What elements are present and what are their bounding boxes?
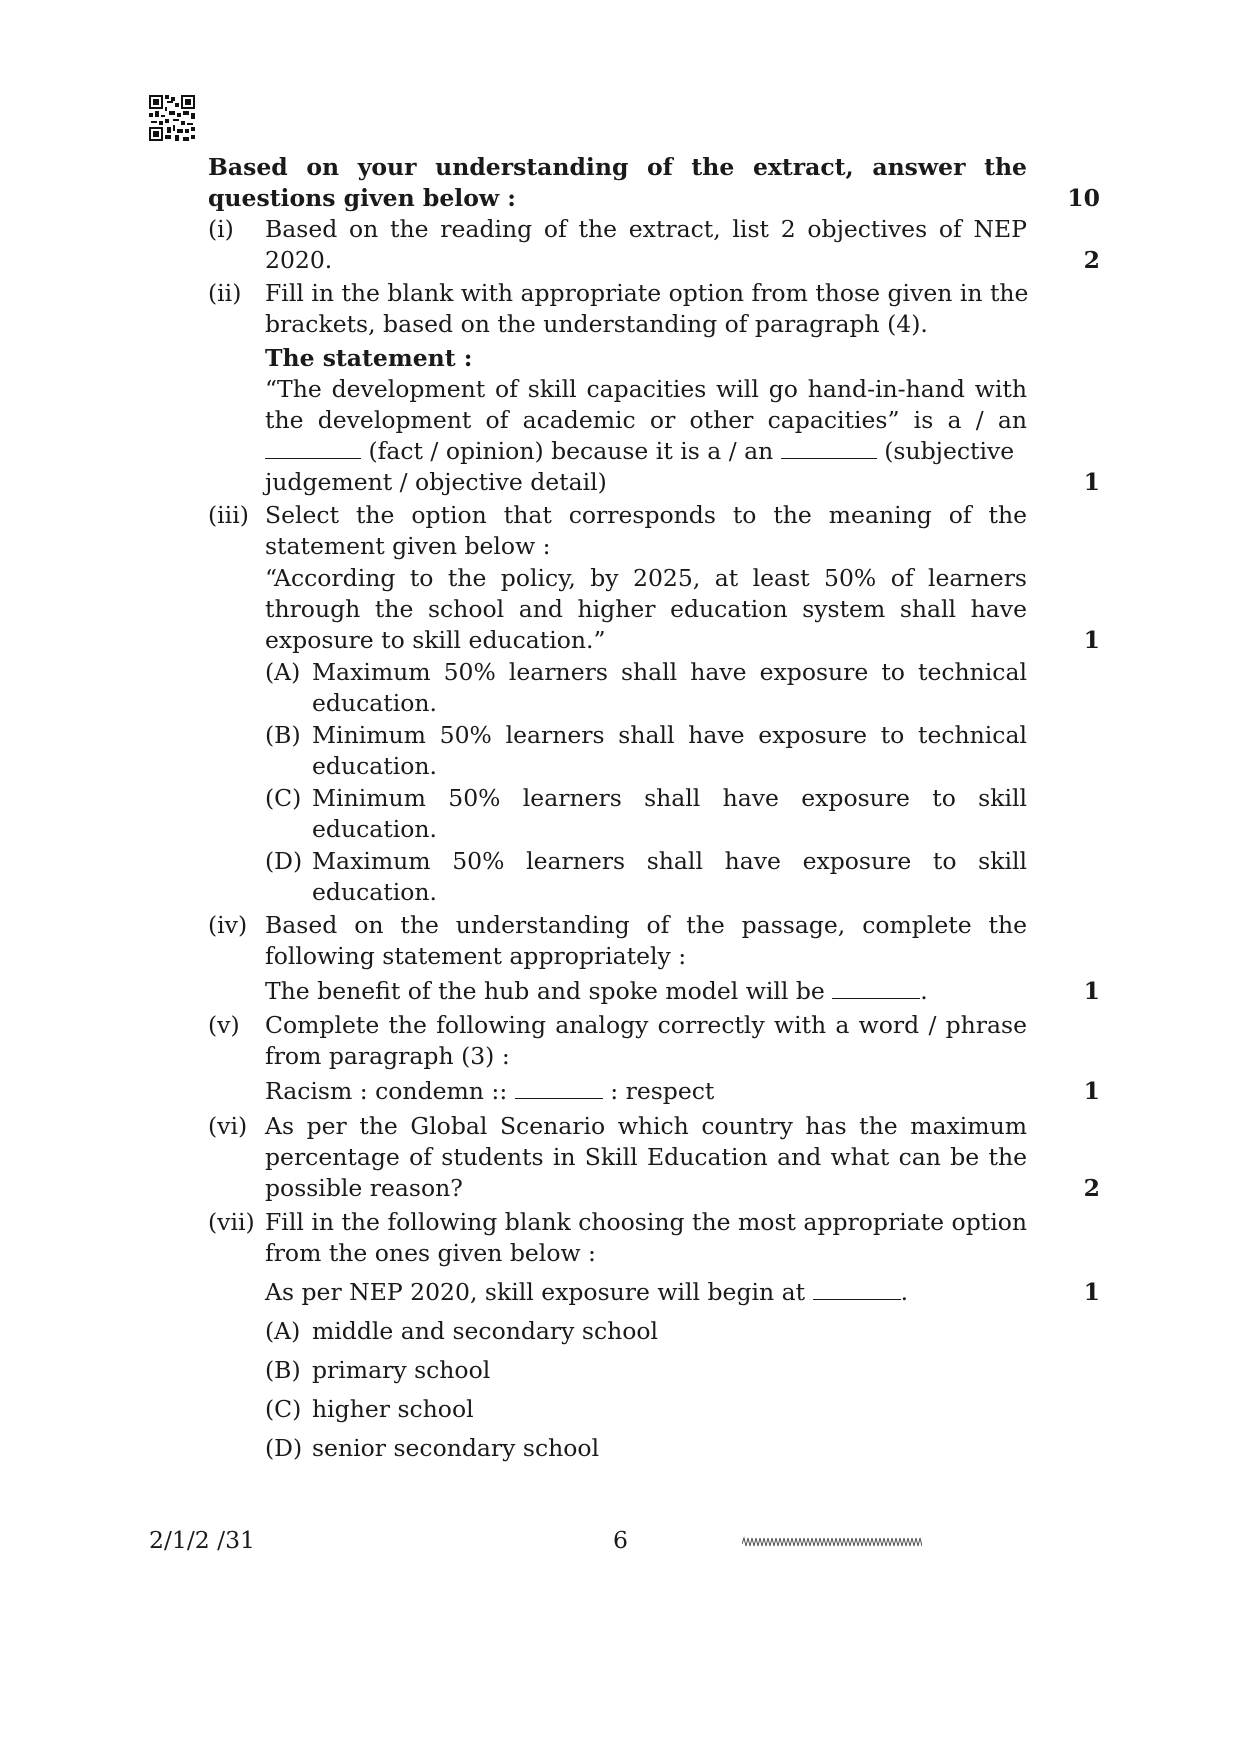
option-letter: (C)	[265, 1395, 302, 1423]
question-vi-marks: 2	[1083, 1174, 1100, 1202]
question-ii-quote-3a: (fact / opinion) because it is a / an	[368, 437, 774, 465]
option-text: higher school	[312, 1395, 474, 1423]
question-ii-quote-4: judgement / objective detail)	[265, 468, 607, 496]
option-text: middle and secondary school	[312, 1317, 659, 1345]
question-ii-marks: 1	[1083, 468, 1100, 496]
paper-code: 2/1/2 /31	[149, 1526, 255, 1554]
question-iv-line-2: following statement appropriately :	[265, 942, 687, 970]
question-number-ii: (ii)	[208, 279, 242, 307]
question-ii-quote-1: “The development of skill capacities will go hand-in-hand with	[265, 375, 1027, 403]
question-vi-line-2: percentage of students in Skill Education and what can be the	[265, 1143, 1027, 1171]
question-ii-quote-3	[265, 436, 1027, 467]
question-ii-quote-2: the development of academic or other capacities” is a / an	[265, 406, 1027, 434]
statement-heading: The statement :	[265, 344, 473, 372]
answer-blank[interactable]	[515, 1078, 603, 1099]
option-letter: (D)	[265, 847, 303, 875]
question-ii-quote-3b: (subjective	[884, 437, 1015, 465]
option-text: education.	[312, 752, 437, 780]
option-text: education.	[312, 878, 437, 906]
question-vi-line-3: possible reason?	[265, 1174, 463, 1202]
question-iv-statement: The benefit of the hub and spoke model will be	[265, 977, 825, 1005]
question-number-v: (v)	[208, 1011, 240, 1039]
question-v-line-1: Complete the following analogy correctly with a word / phrase	[265, 1011, 1027, 1039]
question-i-marks: 2	[1083, 246, 1100, 274]
question-v-line-2: from paragraph (3) :	[265, 1042, 510, 1070]
instructions-line-1: Based on your understanding of the extract, answer the	[208, 153, 1027, 181]
analogy-left: Racism : condemn ::	[265, 1077, 508, 1105]
answer-blank[interactable]	[265, 438, 361, 459]
option-letter: (D)	[265, 1434, 303, 1462]
option-letter: (A)	[265, 1317, 301, 1345]
question-i-line-1: Based on the reading of the extract, list 2 objectives of NEP	[265, 215, 1027, 243]
page-number: 6	[613, 1526, 628, 1554]
question-ii-line-2: brackets, based on the understanding of paragraph (4).	[265, 310, 928, 338]
question-iii-marks: 1	[1083, 626, 1100, 654]
option-text: education.	[312, 815, 437, 843]
question-number-iv: (iv)	[208, 911, 248, 939]
option-letter: (B)	[265, 1356, 301, 1384]
question-number-i: (i)	[208, 215, 234, 243]
question-vii-line-1: Fill in the following blank choosing the most appropriate option	[265, 1208, 1027, 1236]
option-letter: (C)	[265, 784, 302, 812]
question-v-line-3	[265, 1076, 1027, 1107]
question-iii-quote-3: exposure to skill education.”	[265, 626, 606, 654]
question-vii-marks: 1	[1083, 1278, 1100, 1306]
answer-blank[interactable]	[781, 438, 877, 459]
option-text: Minimum 50% learners shall have exposure to technical	[312, 721, 1027, 749]
question-vii-period: .	[900, 1278, 909, 1306]
question-i-line-2: 2020.	[265, 246, 333, 274]
total-marks: 10	[1067, 184, 1100, 212]
question-vi-line-1: As per the Global Scenario which country has the maximum	[265, 1112, 1027, 1140]
option-text: primary school	[312, 1356, 491, 1384]
option-text: Maximum 50% learners shall have exposure to skill	[312, 847, 1027, 875]
instructions-line-2: questions given below :	[208, 184, 516, 212]
answer-blank[interactable]	[832, 978, 920, 999]
question-vii-statement: As per NEP 2020, skill exposure will begin at	[265, 1278, 806, 1306]
question-iv-marks: 1	[1083, 977, 1100, 1005]
question-number-vi: (vi)	[208, 1112, 248, 1140]
option-text: Minimum 50% learners shall have exposure to skill	[312, 784, 1027, 812]
question-iii-line-1: Select the option that corresponds to the meaning of the	[265, 501, 1027, 529]
analogy-right: : respect	[610, 1077, 715, 1105]
question-iv-line-1: Based on the understanding of the passage, complete the	[265, 911, 1027, 939]
question-ii-line-1: Fill in the blank with appropriate option from those given in the	[265, 279, 1029, 307]
question-iii-line-2: statement given below :	[265, 532, 551, 560]
qr-code-icon	[149, 95, 195, 141]
option-letter: (B)	[265, 721, 301, 749]
question-vii-line-3	[265, 1277, 1027, 1308]
option-text: senior secondary school	[312, 1434, 600, 1462]
question-vii-line-2: from the ones given below :	[265, 1239, 596, 1267]
question-iii-quote-1: “According to the policy, by 2025, at least 50% of learners	[265, 564, 1027, 592]
option-text: education.	[312, 689, 437, 717]
question-iv-line-3	[265, 976, 1027, 1007]
option-text: Maximum 50% learners shall have exposure to technical	[312, 658, 1027, 686]
option-letter: (A)	[265, 658, 301, 686]
question-iii-quote-2: through the school and higher education system shall have	[265, 595, 1027, 623]
question-iv-period: .	[920, 977, 928, 1005]
question-number-vii: (vii)	[208, 1208, 255, 1236]
question-v-marks: 1	[1083, 1077, 1100, 1105]
security-squiggle-icon	[742, 1532, 922, 1548]
question-number-iii: (iii)	[208, 501, 249, 529]
answer-blank[interactable]	[813, 1279, 901, 1300]
